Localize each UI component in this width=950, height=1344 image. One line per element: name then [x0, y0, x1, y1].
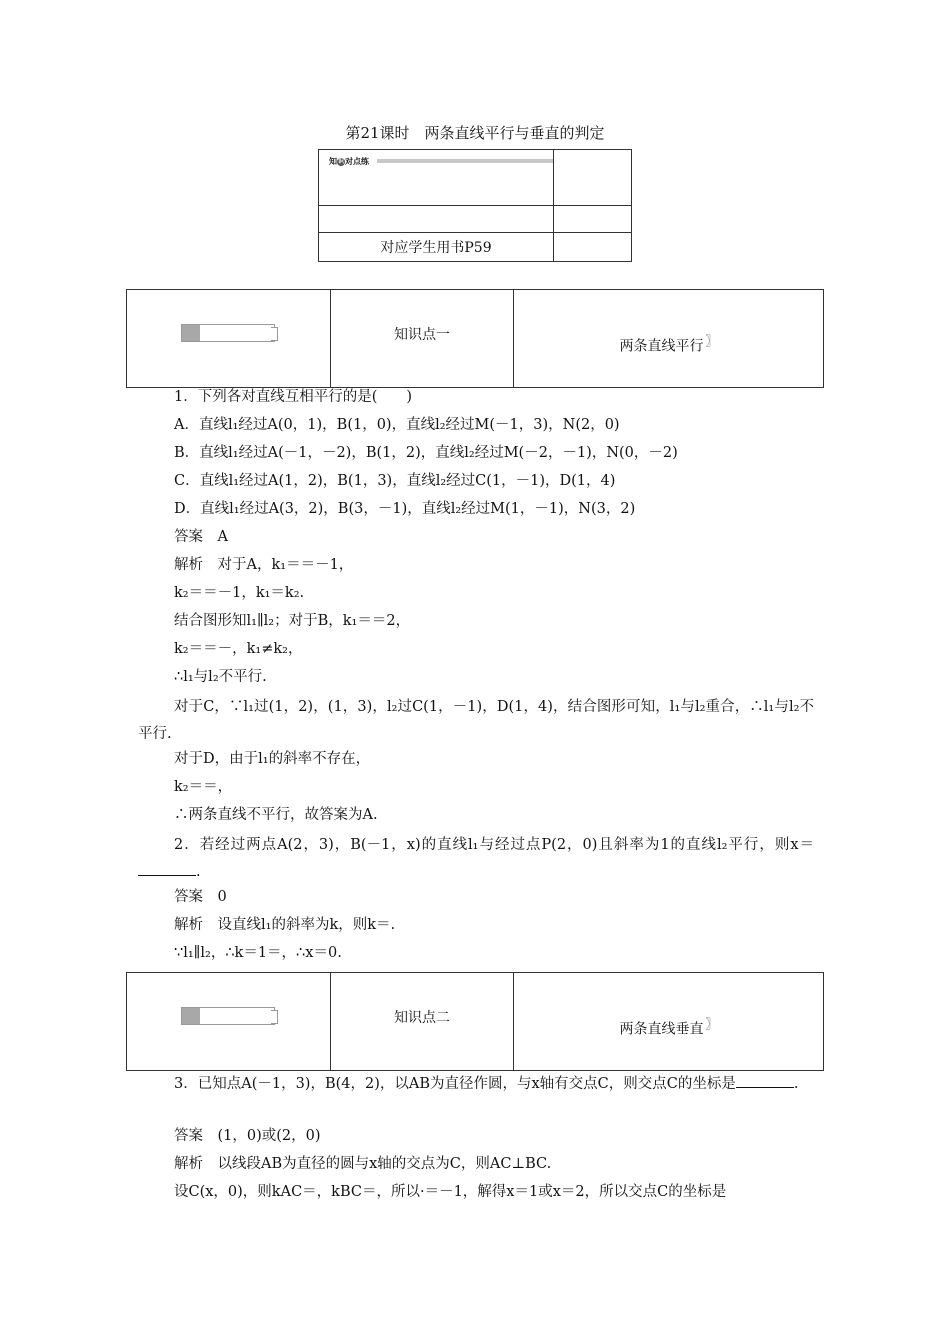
q1-option-c: C．直线l₁经过A(1，2)，B(1，3)，直线l₂经过C(1，－1)，D(1，4): [174, 473, 616, 489]
q1-solution-line: 解析 对于A，k₁＝＝－1，: [174, 557, 354, 573]
section-label: 知识点一: [331, 290, 514, 388]
q1-option-d: D．直线l₁经过A(3，2)，B(3，－1)，直线l₂经过M(1，－1)，N(3，2): [174, 501, 636, 517]
q1-solution-line: ∴两条直线不平行，故答案为A.: [174, 807, 378, 823]
section-header-2: [126, 972, 824, 1071]
q1-solution-paragraph: 对于C，∵l₁过(1，2)，(1，3)，l₂过C(1，－1)，D(1，4)，结合图形可知，l₁与l₂重合，∴l₁与l₂不平行.: [138, 699, 814, 742]
section-tag-icon: [181, 324, 275, 342]
q2-answer: 答案 0: [174, 889, 227, 905]
q1-solution-line: ∴l₁与l₂不平行.: [174, 669, 267, 685]
q2-solution-line: 解析 设直线l₁的斜率为k，则k＝.: [174, 917, 396, 933]
bracket-icon: 〗: [705, 1017, 718, 1031]
q1-stem: 1．下列各对直线互相平行的是( ): [174, 389, 413, 405]
header-table: [318, 149, 632, 262]
knowledge-logo-icon: 知识对点练: [329, 156, 369, 166]
q3-stem: 3．已知点A(－1，3)，B(4，2)，以AB为直径作圆，与x轴有交点C，则交点C的坐标是 .: [174, 1076, 799, 1092]
q1-solution-line: k₂＝＝，: [174, 779, 233, 795]
q2-stem: 2．若经过两点A(2，3)，B(－1，x)的直线l₁与经过点P(2，0)且斜率为1的直线l₂平行，则x＝.: [138, 832, 814, 886]
q3-answer: 答案 (1，0)或(2，0): [174, 1128, 321, 1144]
q1-solution-line: 对于D，由于l₁的斜率不存在，: [174, 751, 371, 767]
q1-answer: 答案 A: [174, 529, 228, 545]
q3-solution-line: 设C(x，0)，则kAC＝，kBC＝，所以·＝－1，解得x＝1或x＝2，所以交点C的坐标是: [174, 1184, 727, 1200]
section-tag-icon: [181, 1007, 275, 1025]
page-title: 第21课时 两条直线平行与垂直的判定: [345, 124, 605, 142]
q1-option-b: B．直线l₁经过A(－1，－2)，B(1，2)，直线l₂经过M(－2，－1)，N(0，－2): [174, 445, 678, 461]
section-topic: 两条直线平行 〗: [514, 290, 824, 388]
q1-solution-line: 结合图形知l₁∥l₂；对于B，k₁＝＝2，: [174, 613, 411, 629]
header-empty-cell: [554, 150, 632, 206]
q1-solution-line: k₂＝＝－，k₁≠k₂，: [174, 641, 303, 657]
answer-blank: [138, 863, 196, 876]
q3-solution-line: 解析 以线段AB为直径的圆与x轴的交点为C，则AC⊥BC.: [174, 1156, 552, 1172]
section-topic: 两条直线垂直 〗: [514, 973, 824, 1071]
q1-option-a: A．直线l₁经过A(0，1)，B(1，0)，直线l₂经过M(－1，3)，N(2，0): [174, 417, 620, 433]
textbook-reference: 对应学生用书P59: [319, 233, 554, 262]
logo-bar: [377, 159, 553, 163]
q2-solution-line: ∵l₁∥l₂，∴k＝1＝，∴x＝0.: [174, 945, 342, 961]
section-header-1: [126, 289, 824, 388]
header-logo-cell: [319, 150, 554, 206]
answer-blank: [736, 1075, 794, 1088]
section-label: 知识点二: [331, 973, 514, 1071]
bracket-icon: 〗: [705, 334, 718, 348]
q1-solution-line: k₂＝＝－1，k₁＝k₂.: [174, 585, 305, 601]
